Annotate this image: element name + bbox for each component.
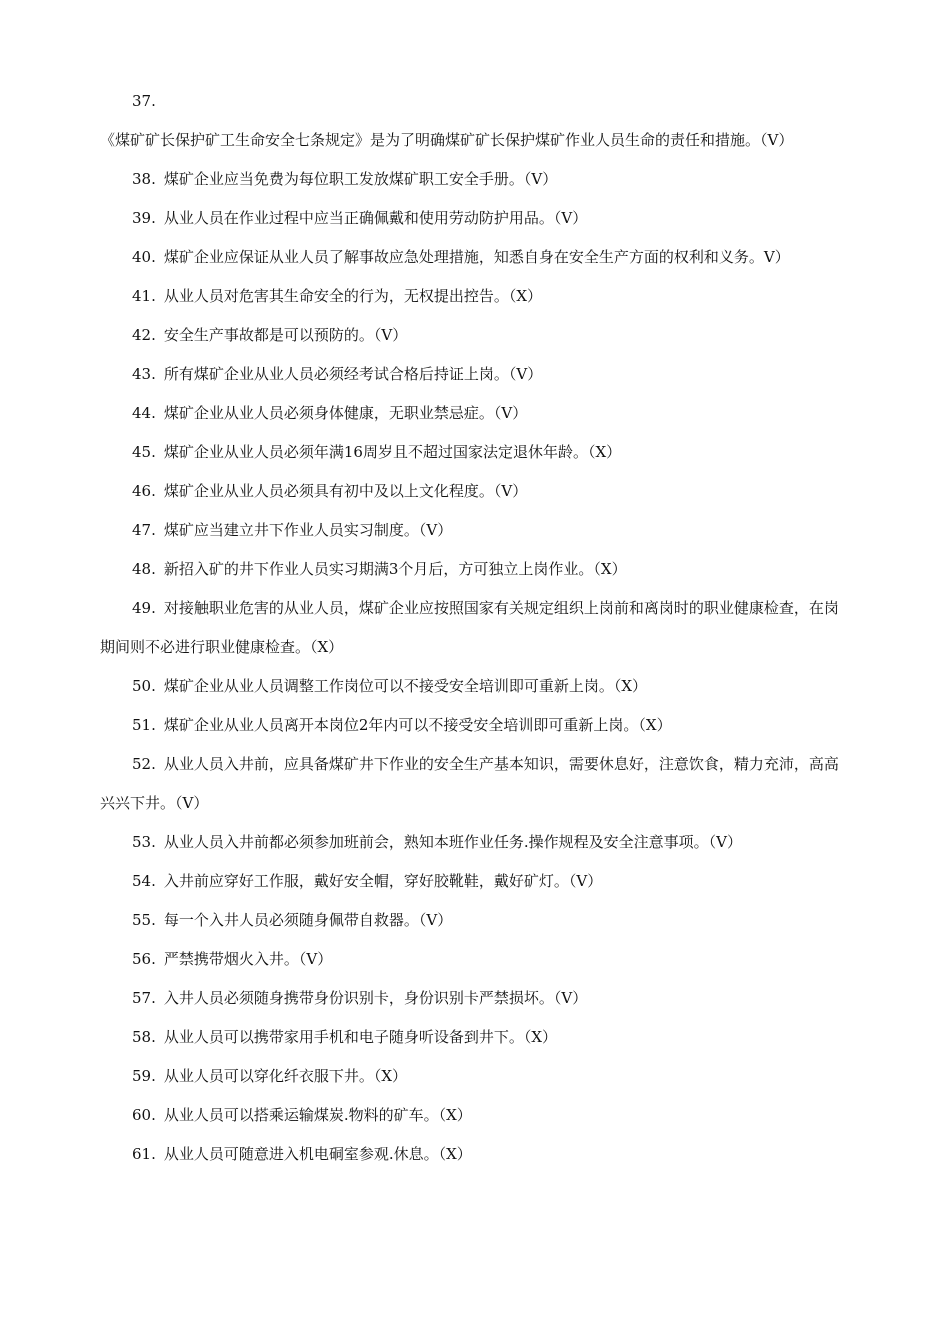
item-text: 从业人员可随意进入机电硐室参观.休息。（X）: [163, 1145, 472, 1163]
item-text: 入井前应穿好工作服，戴好安全帽，穿好胶靴鞋，戴好矿灯。（V）: [163, 872, 603, 890]
list-item: [100, 706, 852, 745]
item-number: 38.: [132, 170, 156, 188]
item-text: 从业人员可以搭乘运输煤炭.物料的矿车。（X）: [163, 1106, 472, 1124]
item-number: 40.: [132, 248, 156, 266]
item-number: 50.: [132, 677, 156, 695]
item-number: 48.: [132, 560, 156, 578]
item-number: 58.: [132, 1028, 156, 1046]
item-number: 51.: [132, 716, 156, 734]
item-number: 43.: [132, 365, 156, 383]
list-item: [100, 589, 852, 667]
item-number: 53.: [132, 833, 156, 851]
item-number: 55.: [132, 911, 156, 929]
item-text: 《煤矿矿长保护矿工生命安全七条规定》是为了明确煤矿矿长保护煤矿作业人员生命的责任和措施。（V）: [100, 131, 794, 149]
item-text: 入井人员必须随身携带身份识别卡，身份识别卡严禁损坏。（V）: [163, 989, 588, 1007]
item-text: 从业人员对危害其生命安全的行为，无权提出控告。（X）: [163, 287, 543, 305]
list-item: [100, 667, 852, 706]
item-text: 新招入矿的井下作业人员实习期满3个月后，方可独立上岗作业。（X）: [163, 560, 627, 578]
item-text: 对接触职业危害的从业人员，煤矿企业应按照国家有关规定组织上岗前和离岗时的职业健康检查，在岗期间则不必进行职业健康检查。（X）: [100, 599, 839, 656]
list-item: [100, 1057, 852, 1096]
list-item: [100, 277, 852, 316]
item-text: 煤矿应当建立井下作业人员实习制度。（V）: [163, 521, 453, 539]
item-number: 61.: [132, 1145, 156, 1163]
list-item: [100, 550, 852, 589]
list-item: [100, 82, 852, 160]
item-text: 煤矿企业应保证从业人员了解事故应急处理措施，知悉自身在安全生产方面的权利和义务。V）: [163, 248, 790, 266]
list-item: [100, 394, 852, 433]
list-item: [100, 316, 852, 355]
list-item: [100, 433, 852, 472]
item-text: 从业人员入井前都必须参加班前会，熟知本班作业任务.操作规程及安全注意事项。（V）: [163, 833, 742, 851]
item-number: 46.: [132, 482, 156, 500]
list-item: [100, 1135, 852, 1174]
item-number: 47.: [132, 521, 156, 539]
item-number: 41.: [132, 287, 156, 305]
list-item: [100, 979, 852, 1018]
list-item: [100, 199, 852, 238]
list-item: [100, 862, 852, 901]
list-item: [100, 940, 852, 979]
item-text: 煤矿企业从业人员离开本岗位2年内可以不接受安全培训即可重新上岗。（X）: [163, 716, 672, 734]
item-number: 57.: [132, 989, 156, 1007]
item-number: 44.: [132, 404, 156, 422]
item-text: 从业人员可以穿化纤衣服下井。（X）: [163, 1067, 408, 1085]
item-text: 每一个入井人员必须随身佩带自救器。（V）: [163, 911, 453, 929]
list-item: [100, 511, 852, 550]
item-number: 56.: [132, 950, 156, 968]
item-number: 54.: [132, 872, 156, 890]
item-text: 煤矿企业从业人员必须具有初中及以上文化程度。（V）: [163, 482, 528, 500]
item-number: 52.: [132, 755, 156, 773]
list-item: [100, 745, 852, 823]
item-number: 42.: [132, 326, 156, 344]
item-number: 37.: [132, 92, 156, 110]
list-item: [100, 1096, 852, 1135]
item-text: 从业人员在作业过程中应当正确佩戴和使用劳动防护用品。（V）: [163, 209, 588, 227]
list-item: [100, 355, 852, 394]
item-text: 严禁携带烟火入井。（V）: [163, 950, 333, 968]
list-item: [100, 160, 852, 199]
item-text: 安全生产事故都是可以预防的。（V）: [163, 326, 408, 344]
item-text: 从业人员入井前，应具备煤矿井下作业的安全生产基本知识，需要休息好，注意饮食，精力充沛，高高兴兴下井。（V）: [100, 755, 839, 812]
item-text: 煤矿企业从业人员调整工作岗位可以不接受安全培训即可重新上岗。（X）: [163, 677, 648, 695]
item-number: 59.: [132, 1067, 156, 1085]
list-item: [100, 823, 852, 862]
question-list: [100, 82, 852, 1174]
item-text: 从业人员可以携带家用手机和电子随身听设备到井下。（X）: [163, 1028, 558, 1046]
item-number: 60.: [132, 1106, 156, 1124]
list-item: [100, 901, 852, 940]
item-text: 煤矿企业从业人员必须年满16周岁且不超过国家法定退休年龄。（X）: [163, 443, 622, 461]
list-item: [100, 238, 852, 277]
item-text: 煤矿企业应当免费为每位职工发放煤矿职工安全手册。（V）: [163, 170, 558, 188]
item-number: 49.: [132, 599, 156, 617]
item-number: 39.: [132, 209, 156, 227]
item-number: 45.: [132, 443, 156, 461]
item-text: 所有煤矿企业从业人员必须经考试合格后持证上岗。（V）: [163, 365, 543, 383]
item-text: 煤矿企业从业人员必须身体健康，无职业禁忌症。（V）: [163, 404, 528, 422]
list-item: [100, 472, 852, 511]
list-item: [100, 1018, 852, 1057]
